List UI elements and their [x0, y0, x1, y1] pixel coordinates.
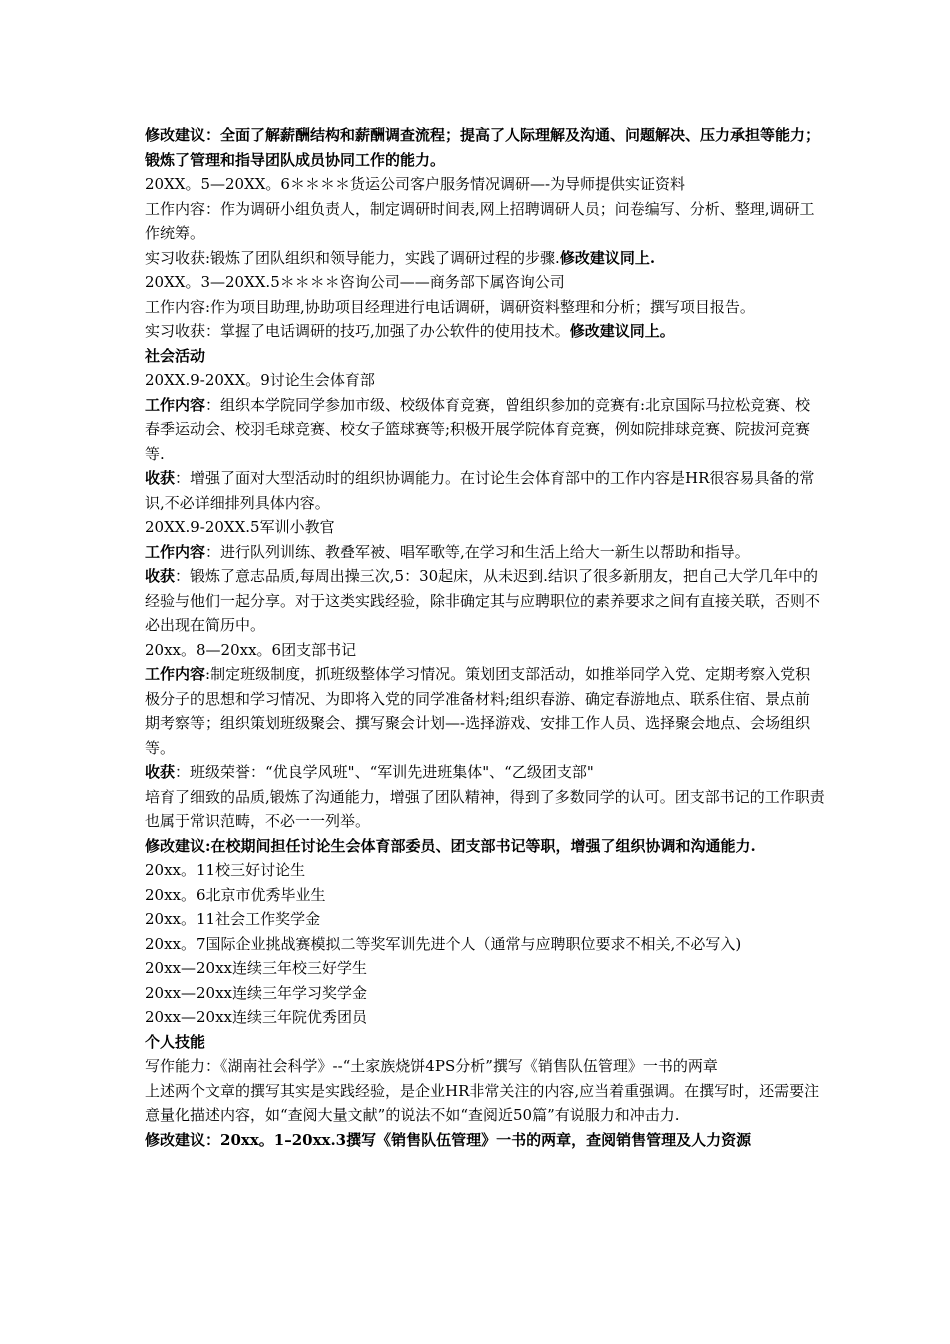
body-text: ：班级荣誉：“优良学风班"、“军训先进班集体"、“乙级团支部" [175, 763, 594, 781]
paragraph [145, 172, 825, 197]
body-text: :制定班级制度，抓班级整体学习情况。策划团支部活动，如推举同学入党、定期考察入党积极分子的思想和学习情况、为即将入党的同学准备材料;组织春游、确定春游地点、联系住宿、景点前期考察等；组织策划班级聚会、撰写聚会计划—-选择游戏、安排工作人员、选择聚会地点、会场组织等。 [145, 665, 811, 757]
body-text: 培育了细致的品质,锻炼了沟通能力，增强了团队精神，得到了多数同学的认可。团支部书记的工作职责也属于常识范畴，不必一一列举。 [145, 787, 825, 830]
body-text: 20xx。11校三好讨论生 [145, 861, 306, 879]
bold-text: 工作内容 [145, 542, 206, 561]
document-body [145, 123, 825, 1152]
paragraph [145, 393, 825, 467]
body-text: 20xx—20xx连续三年学习奖学金 [145, 983, 368, 1002]
paragraph [145, 540, 825, 565]
paragraph [145, 466, 825, 515]
paragraph [145, 834, 825, 859]
paragraph [145, 907, 825, 932]
body-text: 20XX。3—20XX.5＊＊＊＊咨询公司——商务部下属咨询公司 [145, 273, 565, 291]
body-text: 20xx—20xx连续三年院优秀团员 [145, 1008, 368, 1026]
body-text: 20xx。7国际企业挑战赛模拟二等奖军训先进个人（通常与应聘职位要求不相关,不必写入) [145, 934, 742, 953]
paragraph [145, 858, 825, 883]
paragraph [145, 344, 825, 369]
body-text: 20xx。11社会工作奖学金 [145, 910, 321, 928]
paragraph [145, 564, 825, 638]
body-text: 上述两个文章的撰写其实是实践经验，是企业HR非常关注的内容,应当着重强调。在撰写时，还需要注意量化描述内容，如“查阅大量文献”的说法不如“查阅近50篇”有说服力和冲击力. [145, 1081, 820, 1124]
paragraph [145, 295, 825, 320]
body-text: 20xx。6北京市优秀毕业生 [145, 885, 326, 904]
paragraph [145, 1079, 825, 1128]
paragraph [145, 515, 825, 540]
paragraph [145, 123, 825, 172]
body-text: ：组织本学院同学参加市级、校级体育竞赛，曾组织参加的竞赛有:北京国际马拉松竞赛、校春季运动会、校羽毛球竞赛、校女子篮球赛等;积极开展学院体育竞赛，例如院排球竞赛、院拔河竞赛等. [145, 395, 811, 463]
bold-text: 修改建议：20xx。1–20xx.3撰写《销售队伍管理》一书的两章，查阅销售管理及人力资源 [145, 1130, 752, 1149]
body-text: 工作内容:作为项目助理,协助项目经理进行电话调研，调研资料整理和分析；撰写项目报告。 [145, 297, 755, 316]
bold-text: 收获 [145, 469, 176, 487]
paragraph [145, 1054, 825, 1079]
body-text: ：锻炼了意志品质,每周出操三次,5：30起床，从未迟到.结识了很多新朋友，把自己大学几年中的经验与他们一起分享。对于这类实践经验，除非确定其与应聘职位的素养要求之间有直接关联，否则不必出现在简历中。 [145, 567, 821, 634]
body-text: ：进行队列训练、教叠军被、唱军歌等,在学习和生活上给大一新生以帮助和指导。 [205, 542, 750, 561]
paragraph [145, 1128, 825, 1153]
paragraph [145, 1030, 825, 1055]
bold-text: 修改建议同上. [559, 248, 656, 267]
body-text: 20xx。8—20xx。6团支部书记 [145, 640, 357, 659]
body-text: 工作内容：作为调研小组负责人，制定调研时间表,网上招聘调研人员；问卷编写、分析、整理,调研工作统筹。 [145, 199, 815, 242]
bold-text: 个人技能 [145, 1032, 206, 1051]
paragraph [145, 760, 825, 785]
bold-text: 修改建议同上。 [569, 322, 675, 340]
bold-text: 社会活动 [145, 346, 206, 365]
paragraph [145, 883, 825, 908]
paragraph [145, 270, 825, 295]
bold-text: 修改建议：全面了解薪酬结构和薪酬调查流程；提高了人际理解及沟通、问题解决、压力承担等能力；锻炼了管理和指导团队成员协同工作的能力。 [145, 126, 821, 169]
body-text: 实习收获：掌握了电话调研的技巧,加强了办公软件的使用技术。 [145, 322, 570, 340]
body-text: ：增强了面对大型活动时的组织协调能力。在讨论生会体育部中的工作内容是HR很容易具备的常识,不必详细排列具体内容。 [145, 469, 815, 512]
paragraph [145, 932, 825, 957]
paragraph [145, 956, 825, 981]
paragraph [145, 197, 825, 246]
bold-text: 收获 [145, 763, 176, 781]
body-text: 20xx—20xx连续三年校三好学生 [145, 959, 368, 977]
paragraph [145, 662, 825, 760]
paragraph [145, 246, 825, 271]
body-text: 20XX.9-20XX.5军训小教官 [145, 518, 335, 536]
paragraph [145, 981, 825, 1006]
body-text: 20XX.9-20XX。9讨论生会体育部 [145, 371, 375, 389]
bold-text: 修改建议:在校期间担任讨论生会体育部委员、团支部书记等职，增强了组织协调和沟通能力. [145, 836, 756, 855]
bold-text: 工作内容 [145, 395, 206, 414]
paragraph [145, 1005, 825, 1030]
body-text: 写作能力：《湖南社会科学》--“土家族烧饼4PS分析”撰写《销售队伍管理》一书的两章 [145, 1057, 718, 1075]
paragraph [145, 785, 825, 834]
paragraph [145, 368, 825, 393]
paragraph [145, 319, 825, 344]
body-text: 20XX。5—20XX。6＊＊＊＊货运公司客户服务情况调研—-为导师提供实证资料 [145, 175, 686, 193]
paragraph [145, 638, 825, 663]
bold-text: 收获 [145, 567, 176, 585]
body-text: 实习收获:锻炼了团队组织和领导能力，实践了调研过程的步骤. [145, 248, 560, 267]
bold-text: 工作内容 [145, 665, 206, 683]
